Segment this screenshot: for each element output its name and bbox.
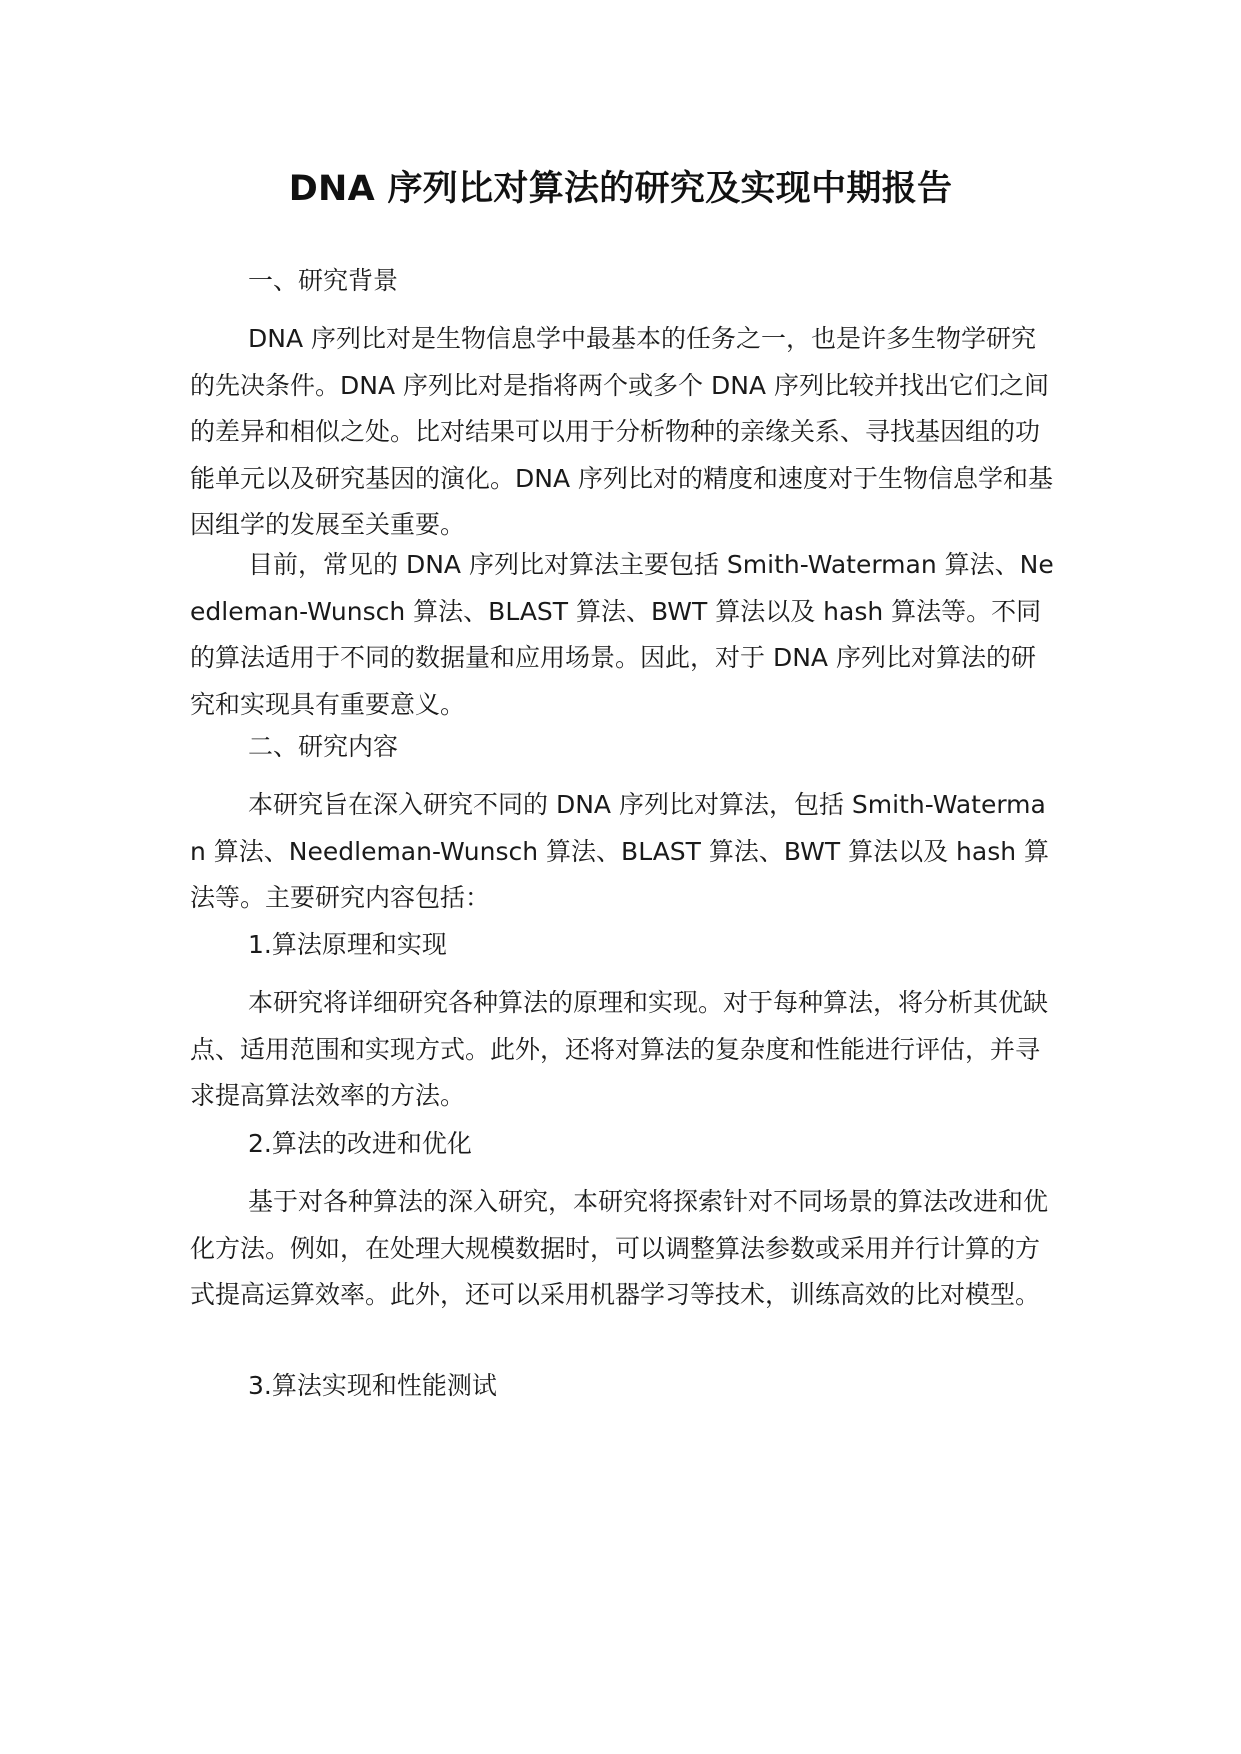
document-title: DNA 序列比对算法的研究及实现中期报告 [288, 169, 953, 209]
section-heading-research-content: 二、研究内容 [248, 732, 399, 761]
subheading-improvement-and-optimization: 2.算法的改进和优化 [248, 1129, 472, 1158]
subheading-implementation-and-testing: 3.算法实现和性能测试 [248, 1371, 497, 1400]
paragraph-principles: 本研究将详细研究各种算法的原理和实现。对于每种算法，将分析其优缺点、适用范围和实现方式。此外，还将对算法的复杂度和性能进行评估，并寻求提高算法效率的方法。 [190, 988, 1049, 1110]
paragraph-optimization: 基于对各种算法的深入研究，本研究将探索针对不同场景的算法改进和优化方法。例如，在处理大规模数据时，可以调整算法参数或采用并行计算的方式提高运算效率。此外，还可以采用机器学习等技术，训练高效的比对模型。 [190, 1187, 1049, 1309]
paragraph-background-2: 目前，常见的 DNA 序列比对算法主要包括 Smith-Waterman 算法、Needleman-Wunsch 算法、BLAST 算法、BWT 算法以及 hash 算法等。不同的算法适用于不同的数据量和应用场景。因此，对于 DNA 序列比对算法的研究和实现具有重要意义。 [190, 550, 1054, 719]
paragraph-background-1: DNA 序列比对是生物信息学中最基本的任务之一，也是许多生物学研究的先决条件。DNA 序列比对是指将两个或多个 DNA 序列比较并找出它们之间的差异和相似之处。比对结果可以用于分析物种的亲缘关系、寻找基因组的功能单元以及研究基因的演化。DNA 序列比对的精度和速度对于生物信息学和基因组学的发展至关重要。 [190, 324, 1054, 539]
paragraph-content-intro: 本研究旨在深入研究不同的 DNA 序列比对算法，包括 Smith-Waterman 算法、Needleman-Wunsch 算法、BLAST 算法、BWT 算法以及 hash 算法等。主要研究内容包括： [190, 790, 1050, 912]
section-heading-research-background: 一、研究背景 [248, 266, 399, 295]
subheading-principles-and-implementation: 1.算法原理和实现 [248, 930, 447, 959]
